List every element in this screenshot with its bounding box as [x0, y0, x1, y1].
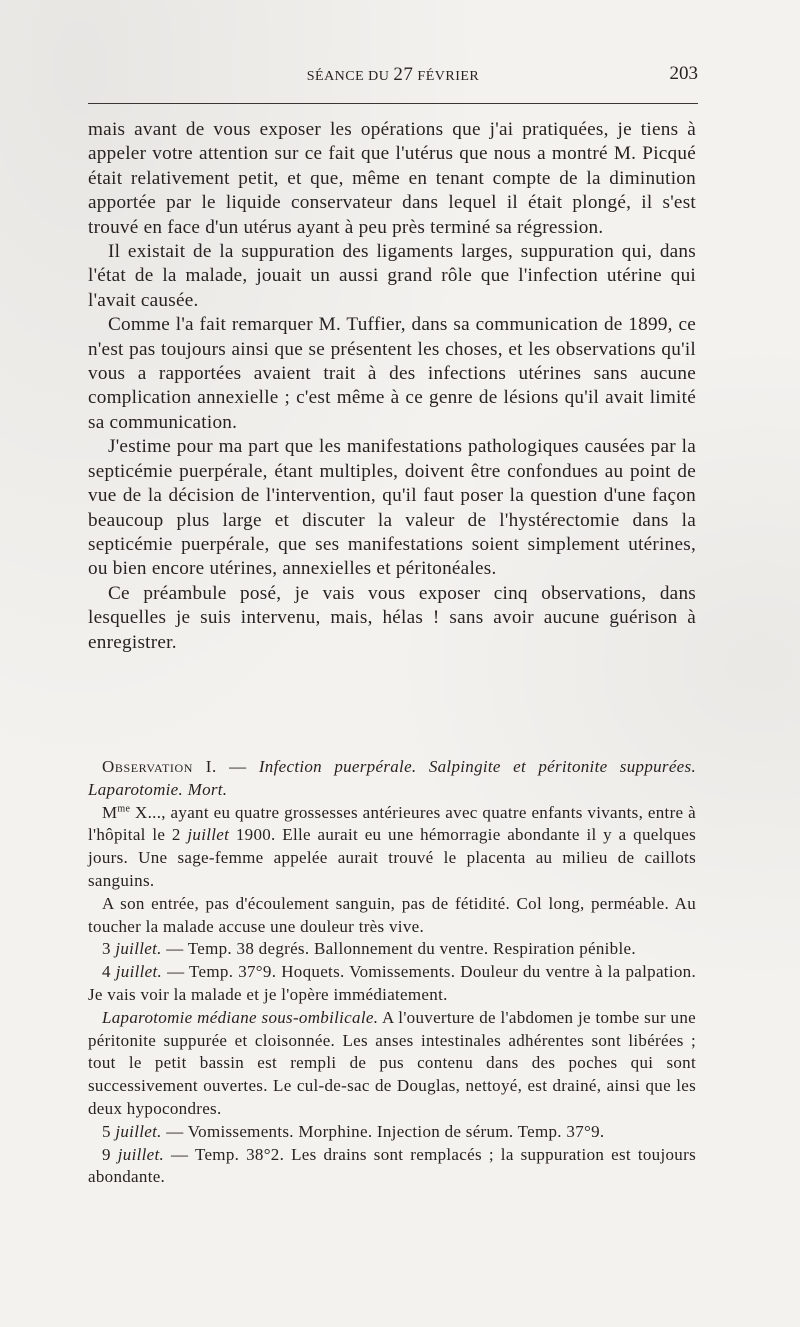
paragraph: Ce préambule posé, je vais vous exposer cinq observations, dans lesquelles je suis intervenu, mais, hélas ! sans avoir aucune guérison à enregistrer.: [88, 582, 696, 653]
running-title-day: 27: [393, 64, 414, 85]
running-title: [88, 64, 698, 86]
day-3-text: — Temp. 38 degrés. Ballonnement du ventre. Respiration pénible.: [161, 939, 636, 959]
running-header: [88, 64, 698, 94]
observation-day-4: [88, 961, 696, 1007]
observation-day-3: [88, 938, 696, 961]
day-5-month: juillet.: [115, 1121, 162, 1141]
day-4-text: — Temp. 37°9. Hoquets. Vomissements. Douleur du ventre à la palpation. Je vais voir la malade et je l'opère immédiatement.: [88, 962, 696, 1004]
observation-label: Observation I.: [102, 757, 217, 776]
observation-title: Infection puerpérale. Salpingite et péritonite suppurées. Laparotomie. Mort.: [88, 757, 696, 799]
page-number: 203: [669, 63, 698, 84]
observation-day-5: [88, 1121, 696, 1144]
day-9-month: juillet.: [117, 1144, 165, 1164]
observation-laparotomy: [88, 1007, 696, 1121]
main-text: [88, 118, 696, 655]
day-3-month: juillet.: [115, 939, 162, 959]
day-9-number: 9: [102, 1144, 118, 1164]
patient-superscript: me: [117, 802, 131, 814]
observation-dash: —: [216, 757, 259, 776]
day-5-text: — Vomissements. Morphine. Injection de sérum. Temp. 37°9.: [161, 1121, 605, 1141]
day-9-text: — Temp. 38°2. Les drains sont remplacés ; la suppuration est toujours abondante.: [88, 1144, 696, 1187]
patient-prefix: M: [102, 802, 118, 822]
day-4-month: juillet.: [115, 962, 163, 982]
paragraph: J'estime pour ma part que les manifestations pathologiques causées par la septicémie puerpérale, étant multiples, doivent être confondues au point de vue de la décision de l'intervention, qu'il faut poser la question d'une façon beaucoup plus large et discuter la valeur de l'hystérectomie dans la septicémie puerpérale, que ses manifestations soient simplement utérines, ou bien encore utérines, annexielles et péritonéales.: [88, 436, 696, 580]
patient-date: juillet: [187, 825, 230, 845]
observation-section: [88, 756, 696, 1189]
day-5-number: 5: [102, 1121, 116, 1141]
paragraph: Il existait de la suppuration des ligaments larges, suppuration qui, dans l'état de la malade, jouait un aussi grand rôle que l'infection utérine qui l'avait causée.: [88, 241, 696, 311]
day-3-number: 3: [102, 939, 116, 959]
patient-text-2: 1900. Elle aurait eu une hémorragie abondante il y a quelques jours. Une sage-femme appelée aurait trouvé le placenta au milieu de caillots sanguins.: [88, 825, 696, 890]
paragraph: Comme l'a fait remarquer M. Tuffier, dans sa communication de 1899, ce n'est pas toujours ainsi que se présentent les choses, et les observations qu'il vous a rapportées avaient trait à des infections utérines sans aucune complication annexielle ; c'est même à ce genre de lésions qu'il avait limité sa communication.: [88, 314, 696, 433]
day-4-number: 4: [102, 962, 116, 982]
running-title-prefix: SÉANCE DU: [306, 69, 394, 84]
observation-day-9: [88, 1144, 696, 1190]
patient-text-1: X..., ayant eu quatre grossesses antérieures avec quatre enfants vivants, entre à l'hôpital le 2: [88, 802, 696, 845]
observation-patient-paragraph: [88, 802, 696, 893]
laparotomy-title: Laparotomie médiane sous-ombilicale.: [102, 1007, 379, 1027]
running-title-suffix: FÉVRIER: [413, 69, 480, 84]
header-rule: [88, 103, 698, 104]
observation-entry-paragraph: A son entrée, pas d'écoulement sanguin, pas de fétidité. Col long, perméable. Au toucher la malade accuse une douleur très vive.: [88, 893, 696, 936]
observation-heading: [88, 756, 696, 802]
paragraph: mais avant de vous exposer les opérations que j'ai pratiquées, je tiens à appeler votre attention sur ce fait que l'utérus que nous a montré M. Picqué était relativement petit, et que, même en tenant compte de la diminution apportée par le liquide conservateur dans lequel il était plongé, il s'est trouvé en face d'un utérus ayant à peu près terminé sa régression.: [88, 119, 696, 238]
laparotomy-text: A l'ouverture de l'abdomen je tombe sur une péritonite suppurée et cloisonnée. Les anses intestinales adhérentes sont libérées ; tout le petit bassin est rempli de pus contenu dans des poches qui sont successivement ouvertes. Le cul-de-sac de Douglas, nettoyé, est drainé, ainsi que les deux hypocondres.: [88, 1007, 696, 1118]
